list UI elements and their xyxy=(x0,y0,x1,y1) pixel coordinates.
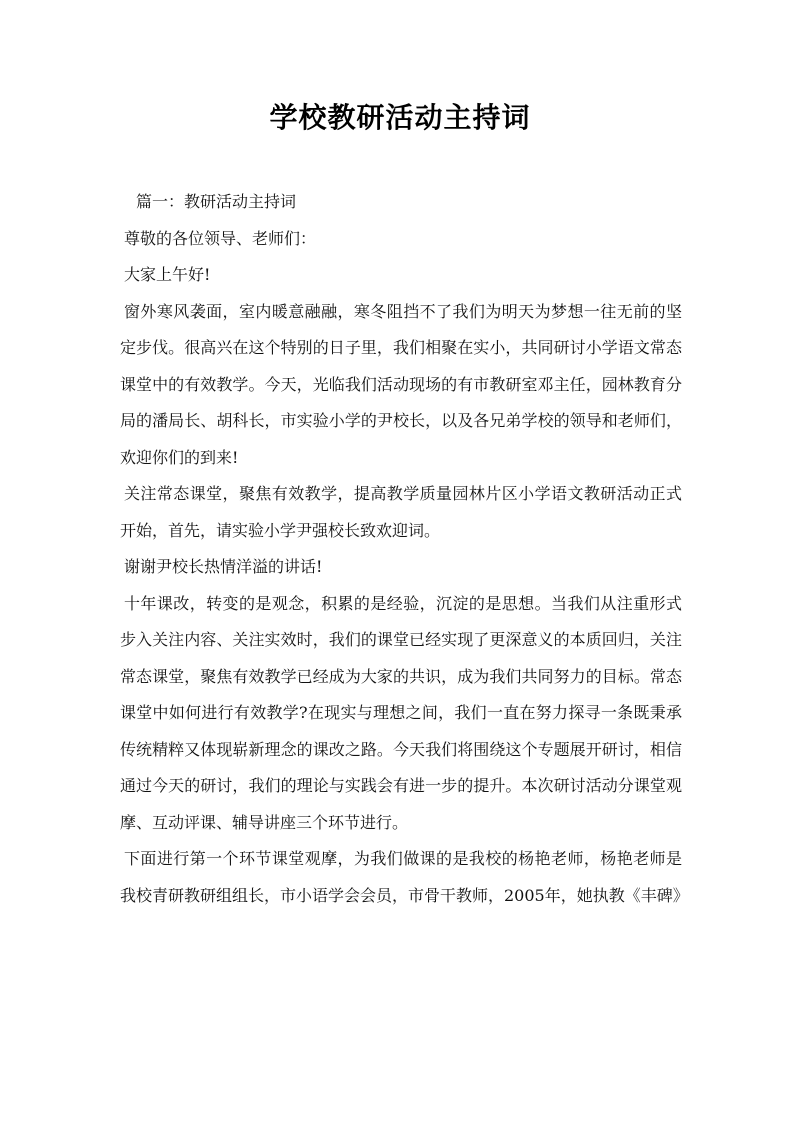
document-body xyxy=(120,184,689,914)
section-heading: 篇一：教研活动主持词 xyxy=(136,192,297,211)
greeting-paragraph: 大家上午好! xyxy=(124,265,211,284)
body-paragraph: 谢谢尹校长热情洋溢的讲话! xyxy=(124,557,323,576)
document-title: 学校教研活动主持词 xyxy=(269,101,531,134)
body-paragraph: 关注常态课堂，聚焦有效教学，提高教学质量园林片区小学语文教研活动正式开始，首先，请实验小学尹强校长致欢迎词。 xyxy=(120,484,682,540)
body-paragraph: 十年课改，转变的是观念，积累的是经验，沉淀的是思想。当我们从注重形式步入关注内容、关注实效时，我们的课堂已经实现了更深意义的本质回归，关注常态课堂，聚焦有效教学已经成为大家的共识，成为我们共同努力的目标。常态课堂中如何进行有效教学?在现实与理想之间，我们一直在努力探寻一条既秉承传统精粹又体现崭新理念的课改之路。今天我们将围绕这个专题展开研讨，相信通过今天的研讨，我们的理论与实践会有进一步的提升。本次研讨活动分课堂观摩、互动评课、辅导讲座三个环节进行。 xyxy=(120,593,682,832)
body-paragraph: 下面进行第一个环节课堂观摩，为我们做课的是我校的杨艳老师，杨艳老师是我校青研教研组组长，市小语学会会员，市骨干教师，2005年，她执教《丰碑》 xyxy=(120,849,689,905)
body-paragraph: 窗外寒风袭面，室内暖意融融，寒冬阻挡不了我们为明天为梦想一往无前的坚定步伐。很高兴在这个特别的日子里，我们相聚在实小，共同研讨小学语文常态课堂中的有效教学。今天，光临我们活动现场的有市教研室邓主任，园林教育分局的潘局长、胡科长，市实验小学的尹校长，以及各兄弟学校的领导和老师们，欢迎你们的到来! xyxy=(120,301,682,467)
salutation-paragraph: 尊敬的各位领导、老师们： xyxy=(124,228,317,248)
